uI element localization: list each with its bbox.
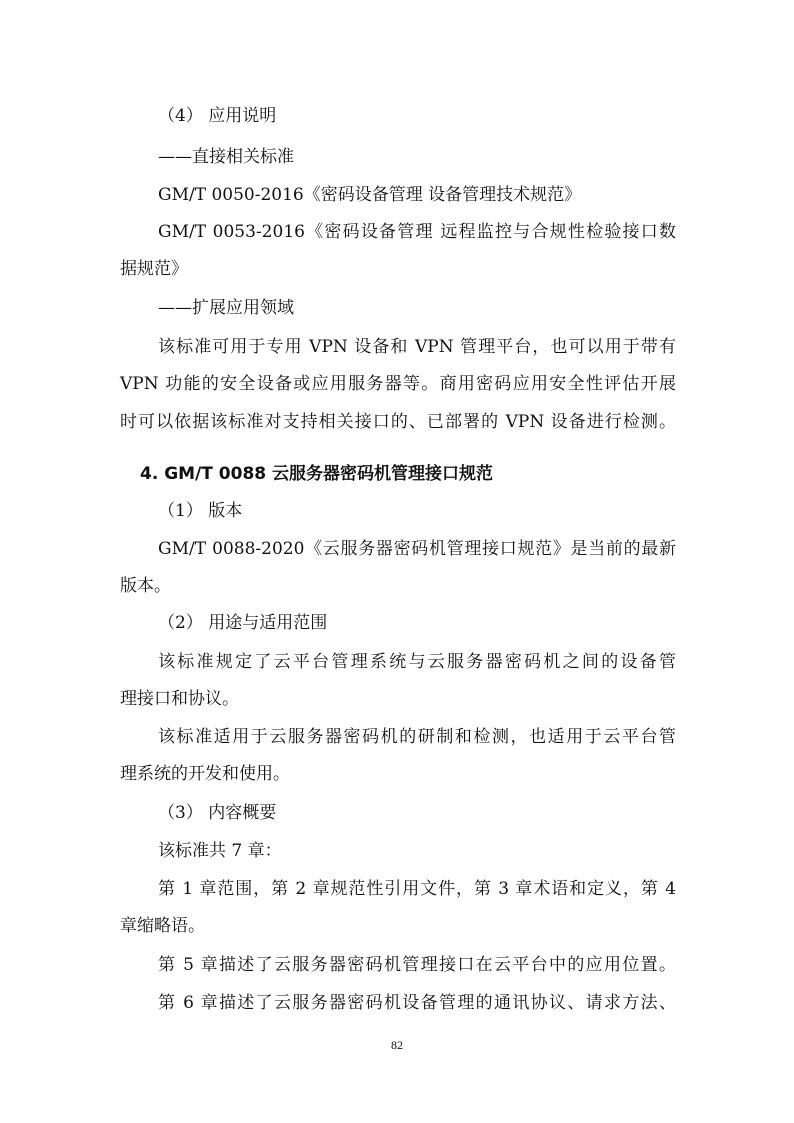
section-item-summary: （3） 内容概要 — [158, 803, 277, 823]
page-number: 82 — [391, 1038, 403, 1052]
paragraph-line: 章缩略语。 — [120, 916, 205, 936]
standard-ref-0050: GM/T 0050-2016《密码设备管理 设备管理技术规范》 — [158, 185, 582, 205]
paragraph-line: 第 6 章描述了云服务器密码机设备管理的通讯协议、请求方法、 — [158, 993, 676, 1013]
section-heading-gmt-0088: 4. GM/T 0088 云服务器密码机管理接口规范 — [140, 464, 494, 484]
paragraph-line: 版本。 — [120, 576, 171, 596]
paragraph-line: GM/T 0088-2020《云服务器密码机管理接口规范》是当前的最新 — [158, 539, 676, 559]
extended-fields-heading: ——扩展应用领域 — [158, 298, 294, 318]
standard-ref-0053-cont: 据规范》 — [120, 259, 188, 279]
paragraph-line: 该标准规定了云平台管理系统与云服务器密码机之间的设备管 — [158, 652, 676, 672]
section-item-application-notes: （4） 应用说明 — [158, 106, 277, 126]
standard-ref-0053: GM/T 0053-2016《密码设备管理 远程监控与合规性检验接口数 — [158, 222, 676, 242]
section-item-version: （1） 版本 — [158, 501, 243, 521]
paragraph-line: 第 5 章描述了云服务器密码机管理接口在云平台中的应用位置。 — [158, 955, 676, 975]
paragraph-line: 理系统的开发和使用。 — [120, 764, 290, 784]
paragraph-line: 该标准共 7 章： — [158, 841, 282, 861]
paragraph-line: 时可以依据该标准对支持相关接口的、已部署的 VPN 设备进行检测。 — [120, 412, 676, 432]
paragraph-line: 第 1 章范围，第 2 章规范性引用文件，第 3 章术语和定义，第 4 — [158, 879, 676, 899]
related-standards-heading: ——直接相关标准 — [158, 147, 294, 167]
paragraph-line: 该标准适用于云服务器密码机的研制和检测，也适用于云平台管 — [158, 727, 676, 747]
paragraph-line: VPN 功能的安全设备或应用服务器等。商用密码应用安全性评估开展 — [120, 374, 676, 394]
paragraph-line: 该标准可用于专用 VPN 设备和 VPN 管理平台，也可以用于带有 — [158, 337, 676, 357]
section-item-scope: （2） 用途与适用范围 — [158, 613, 328, 633]
paragraph-line: 理接口和协议。 — [120, 689, 239, 709]
